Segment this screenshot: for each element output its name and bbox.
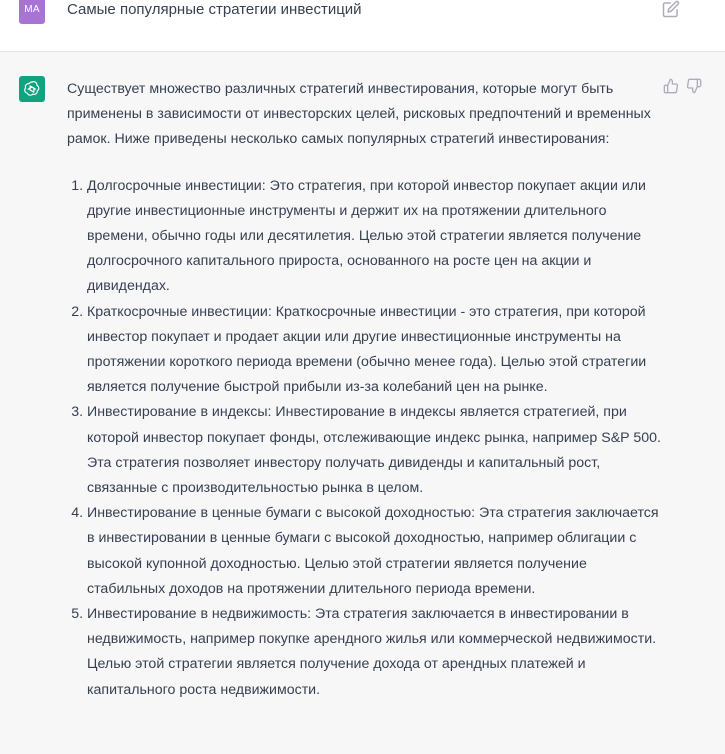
list-item: 4. Инвестирование в ценные бумаги с высокой доходностью: Эта стратегия заключается в инвестировании в ценные бумаги с высокой доходностью, например облигации с высокой купонной доходностью. Целью этой стратегии является получение стабильных доходов на протяжении длительного периода времени. xyxy=(87,501,667,602)
assistant-answer xyxy=(67,77,667,703)
openai-logo-icon xyxy=(23,80,41,98)
edit-icon xyxy=(662,0,680,18)
list-item: 3. Инвестирование в индексы: Инвестирование в индексы является стратегией, при которой инвестор покупает фонды, отслеживающие индекс рынка, например S&P 500. Эта стратегия позволяет инвестору получать дивиденды и капитальный рост, связанные с производительностью рынка в целом. xyxy=(87,400,667,501)
assistant-avatar xyxy=(19,76,45,102)
assistant-message-row xyxy=(0,52,725,754)
answer-intro: Существует множество различных стратегий инвестирования, которые могут быть применены в зависимости от инвесторских целей, рисковых предпочтений и временных рамок. Ниже приведены несколько самых популярных стратегий инвестирования: xyxy=(67,81,651,148)
list-item: 1. Долгосрочные инвестиции: Это стратегия, при которой инвестор покупает акции или другие инвестиционные инструменты и держит их на протяжении длительного времени, обычно годы или десятилетия. Целью этой стратегии является получение долгосрочного капитального прироста, основанного на росте цен на акции и дивидендах. xyxy=(87,174,667,300)
user-message-row xyxy=(0,0,725,52)
edit-message-button[interactable] xyxy=(662,0,682,18)
list-item: 2. Краткосрочные инвестиции: Краткосрочные инвестиции - это стратегия, при которой инвестор покупает и продает акции или другие инвестиционные инструменты на протяжении короткого периода времени (обычно менее года). Целью этой стратегии является получение быстрой прибыли из-за колебаний цен на рынке. xyxy=(87,300,667,401)
strategy-list xyxy=(67,174,667,703)
user-message-text: Самые популярные стратегии инвестиций xyxy=(67,1,362,18)
thumbs-down-icon xyxy=(686,78,702,94)
user-avatar: MA xyxy=(19,0,45,24)
thumbs-down-button[interactable] xyxy=(686,78,702,94)
list-item: 5. Инвестирование в недвижимость: Эта стратегия заключается в инвестировании в недвижимость, например покупке арендного жилья или коммерческой недвижимости. Целью этой стратегии является получение дохода от арендных платежей и капитального роста недвижимости. xyxy=(87,602,667,703)
